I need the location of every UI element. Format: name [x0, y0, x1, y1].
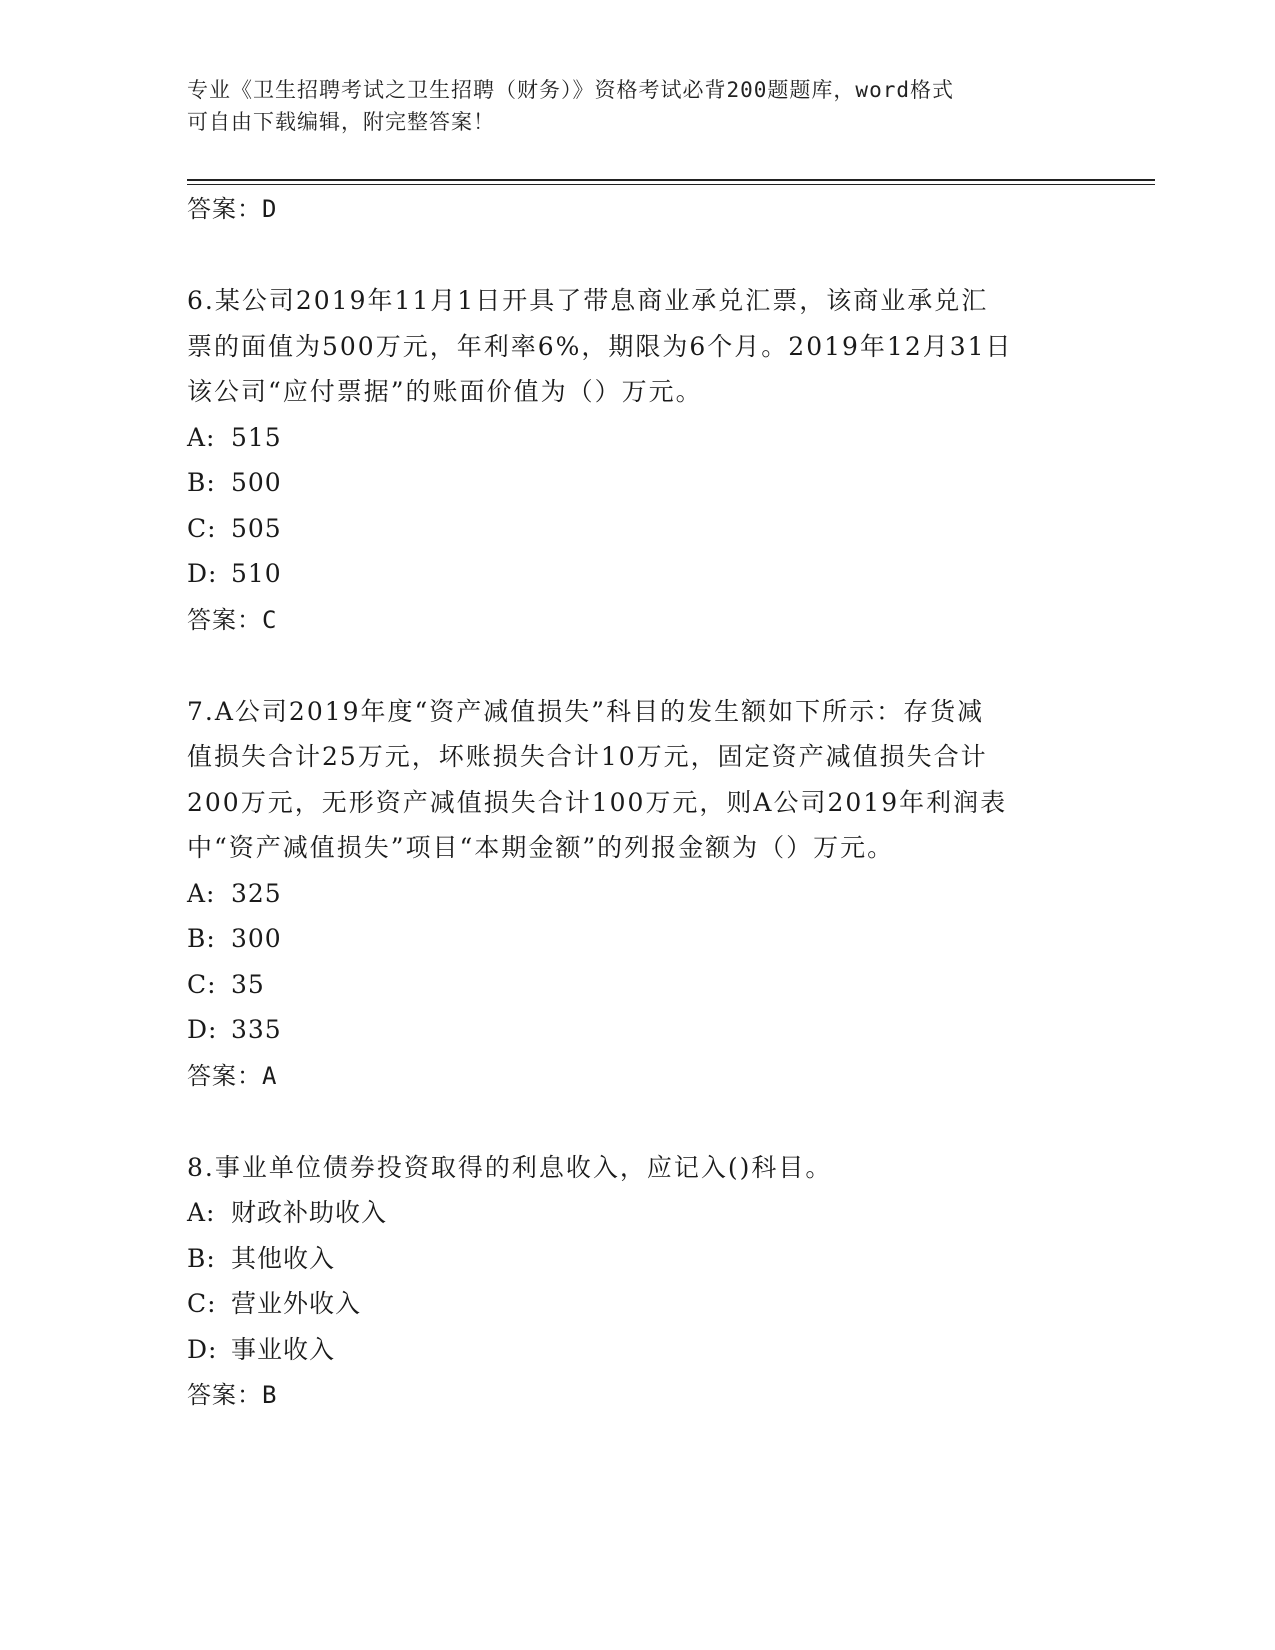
- option-letter: D:: [187, 1015, 218, 1044]
- option-text: 事业收入: [231, 1334, 336, 1364]
- option-text: 营业外收入: [231, 1289, 362, 1318]
- option-text: 325: [231, 878, 282, 908]
- stem-line: 票的面值为500万元，年利率6%，期限为6个月。2019年12月31日: [187, 331, 1013, 361]
- option-letter: A:: [187, 1198, 216, 1227]
- option-d: [187, 1007, 1067, 1053]
- stem-line: 该公司“应付票据”的账面价值为（）万元。: [187, 377, 703, 406]
- option-text: 35: [231, 969, 265, 999]
- option-c: [187, 1281, 1067, 1327]
- option-letter: D:: [187, 559, 218, 588]
- answer-value: C: [262, 605, 278, 634]
- answer-prefix: 答案：: [187, 1061, 262, 1090]
- option-letter: B:: [187, 468, 216, 497]
- answer-value: D: [262, 195, 278, 223]
- question-7: [187, 689, 1067, 1099]
- option-b: [187, 1236, 1067, 1282]
- option-text: 515: [231, 422, 282, 452]
- question-stem: [187, 689, 1067, 871]
- option-letter: A:: [187, 878, 216, 908]
- option-letter: C:: [187, 513, 217, 543]
- answer-line: [187, 1053, 1067, 1099]
- header-rule-thin: [187, 184, 1155, 185]
- question-stem: [187, 1145, 1067, 1191]
- option-letter: C:: [187, 1289, 217, 1318]
- stem-line: 值损失合计25万元，坏账损失合计10万元，固定资产减值损失合计: [187, 742, 988, 771]
- header-line-1: 专业《卫生招聘考试之卫生招聘（财务）》资格考试必背200题题库，word格式: [187, 78, 954, 102]
- option-letter: C:: [187, 969, 217, 999]
- option-c: [187, 962, 1067, 1008]
- answer-prefix: 答案：: [187, 195, 262, 223]
- option-text: 财政补助收入: [231, 1198, 388, 1227]
- question-content: [187, 186, 1067, 1418]
- option-a: [187, 1190, 1067, 1236]
- option-a: [187, 871, 1067, 917]
- question-8: [187, 1145, 1067, 1419]
- stem-line: 200万元，无形资产减值损失合计100万元，则A公司2019年利润表: [187, 787, 1008, 817]
- option-text: 500: [231, 468, 282, 497]
- question-6: [187, 278, 1067, 643]
- answer-line: [187, 1372, 1067, 1418]
- document-header: [187, 74, 1067, 138]
- option-d: [187, 551, 1067, 597]
- option-a: [187, 415, 1067, 461]
- stem-line: 7.A公司2019年度“资产减值损失”科目的发生额如下所示：存货减: [187, 696, 985, 726]
- option-letter: A:: [187, 422, 216, 452]
- option-letter: B:: [187, 1243, 216, 1273]
- option-text: 300: [231, 924, 282, 953]
- option-text: 335: [231, 1015, 282, 1044]
- option-c: [187, 506, 1067, 552]
- answer-prefix: 答案：: [187, 605, 262, 634]
- answer-line: [187, 597, 1067, 643]
- option-text: 510: [231, 559, 282, 588]
- option-b: [187, 916, 1067, 962]
- answer-prefix: 答案：: [187, 1381, 262, 1409]
- answer-value: A: [262, 1061, 278, 1090]
- answer-value: B: [262, 1381, 278, 1409]
- answer-line: [187, 186, 1067, 232]
- option-letter: D:: [187, 1334, 218, 1364]
- option-b: [187, 460, 1067, 506]
- stem-line: 8.事业单位债券投资取得的利息收入，应记入()科目。: [187, 1152, 833, 1182]
- stem-line: 中“资产减值损失”项目“本期金额”的列报金额为（）万元。: [187, 833, 895, 862]
- option-text: 505: [231, 513, 282, 543]
- header-line-2: 可自由下载编辑，附完整答案！: [187, 110, 495, 134]
- question-stem: [187, 278, 1067, 415]
- stem-line: 6.某公司2019年11月1日开具了带息商业承兑汇票，该商业承兑汇: [187, 286, 989, 315]
- header-rule-thick: [187, 179, 1155, 181]
- option-d: [187, 1327, 1067, 1373]
- option-text: 其他收入: [231, 1243, 336, 1273]
- option-letter: B:: [187, 924, 216, 953]
